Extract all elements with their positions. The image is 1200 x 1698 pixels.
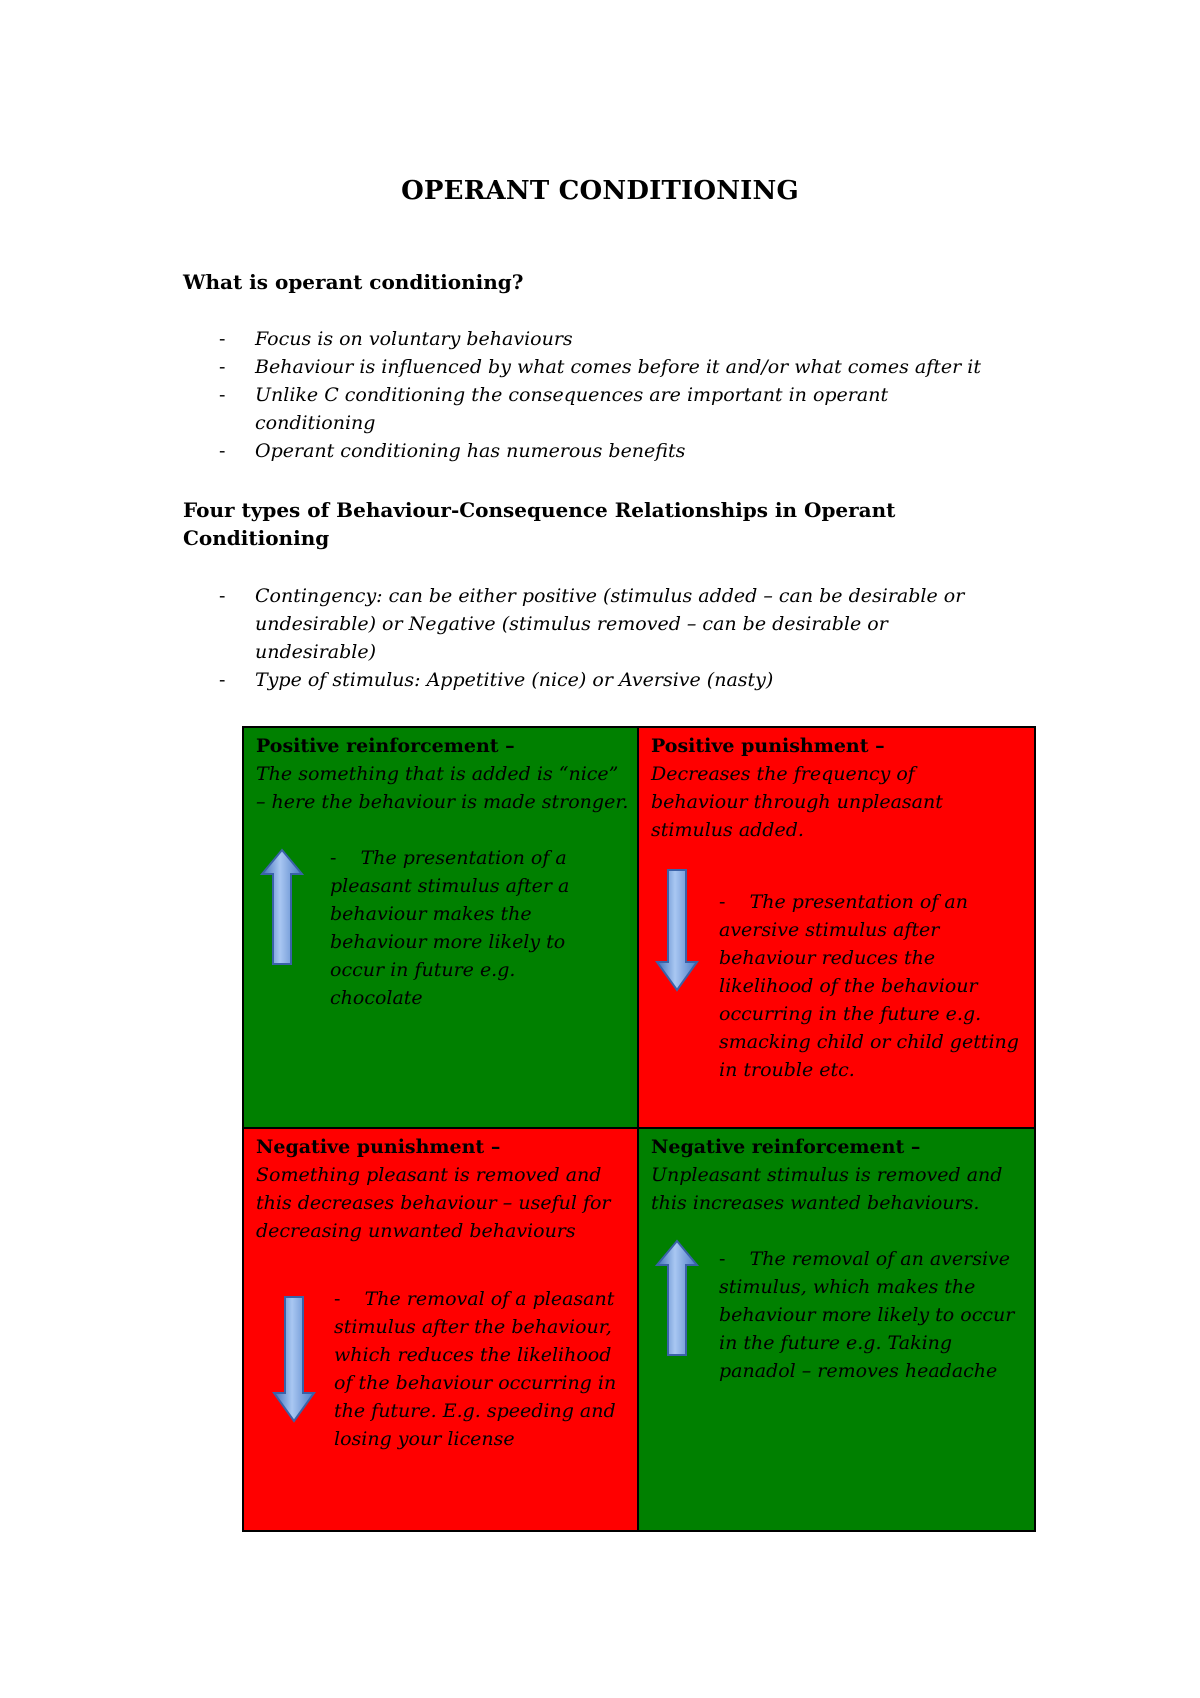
behaviour-consequence-grid	[242, 726, 1036, 1532]
quadrant-description: Decreases the frequency of behaviour through unpleasant stimulus added.	[651, 763, 943, 841]
bullet-marker: -	[219, 328, 226, 350]
list-item: - Contingency: can be either positive (stimulus added – can be desirable or undesirable) or Negative (stimulus removed – can be desirable or undesirable)	[213, 582, 1033, 666]
list-item: - Operant conditioning has numerous benefits	[213, 437, 1033, 465]
quadrant-description: Something pleasant is removed and this decreases behaviour – useful for decreasing unwanted behaviours	[256, 1164, 611, 1242]
quadrant-title: Positive punishment –	[651, 735, 885, 757]
list-item: - Focus is on voluntary behaviours	[213, 325, 1033, 353]
up-arrow-icon	[260, 848, 304, 966]
bullet-marker: -	[219, 585, 226, 607]
quadrant-title: Positive reinforcement –	[256, 735, 515, 757]
bullet-marker: -	[219, 384, 226, 406]
down-arrow-icon	[272, 1295, 316, 1423]
quadrant-negative-reinforcement	[639, 1129, 1034, 1530]
quadrant-title: Negative punishment –	[256, 1136, 501, 1158]
page-title: OPERANT CONDITIONING	[401, 176, 799, 206]
quadrant-title: Negative reinforcement –	[651, 1136, 921, 1158]
definition-bullet-list	[213, 325, 1033, 465]
quadrant-positive-reinforcement	[244, 728, 639, 1129]
quadrant-positive-punishment	[639, 728, 1034, 1129]
quadrant-description: The something that is added is “nice” – here the behaviour is made stronger.	[256, 763, 629, 813]
quadrant-point: - The removal of an aversive stimulus, which makes the behaviour more likely to occur in the future e.g. Taking panadol – removes headache	[719, 1248, 1015, 1382]
quadrant-point: - The removal of a pleasant stimulus after the behaviour, which reduces the likelihood of the behaviour occurring in the future. E.g. speeding and losing your license	[334, 1288, 617, 1450]
quadrant-description: Unpleasant stimulus is removed and this increases wanted behaviours.	[651, 1164, 1003, 1214]
quadrant-point: - The presentation of a pleasant stimulus after a behaviour makes the behaviour more likely to occur in future e.g. chocolate	[330, 847, 570, 1009]
list-item: - Unlike C conditioning the consequences are important in operant conditioning	[213, 381, 1033, 437]
list-item: - Type of stimulus: Appetitive (nice) or Aversive (nasty)	[213, 666, 1033, 694]
bullet-marker: -	[219, 669, 226, 691]
section-heading-what-is: What is operant conditioning?	[183, 270, 524, 294]
down-arrow-icon	[655, 868, 699, 992]
section-heading-four-types: Four types of Behaviour-Consequence Relationships in Operant Conditioning	[183, 498, 896, 550]
contingency-bullet-list	[213, 582, 1033, 694]
quadrant-negative-punishment	[244, 1129, 639, 1530]
bullet-marker: -	[219, 440, 226, 462]
bullet-marker: -	[219, 356, 226, 378]
up-arrow-icon	[655, 1239, 699, 1357]
list-item: - Behaviour is influenced by what comes before it and/or what comes after it	[213, 353, 1033, 381]
quadrant-point: - The presentation of an aversive stimulus after behaviour reduces the likelihood of the behaviour occurring in the future e.g. smacking child or child getting in trouble etc.	[719, 891, 1019, 1081]
